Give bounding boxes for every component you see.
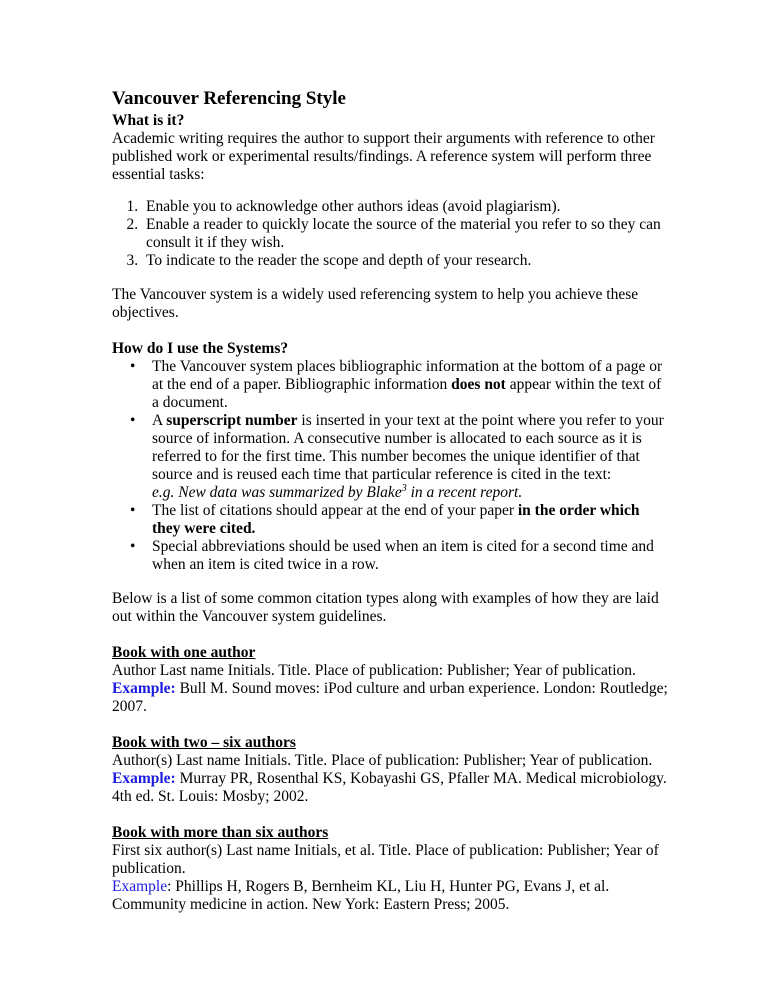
example-label: Example	[112, 878, 168, 895]
bullet-emphasis: superscript number	[166, 412, 298, 429]
example-label: Example:	[112, 680, 176, 697]
bullet-icon: •	[130, 358, 136, 375]
bullet-item	[130, 358, 668, 412]
bullet-text: The list of citations should appear at the end of your paper	[152, 502, 518, 519]
reference-section	[112, 734, 668, 806]
reference-heading: Book with one author	[112, 644, 256, 661]
task-item: 3. To indicate to the reader the scope and depth of your research.	[142, 252, 668, 270]
reference-example	[112, 770, 668, 806]
citation-types-intro: Below is a list of some common citation types along with examples of how they are laid out within the Vancouver system guidelines.	[112, 590, 659, 625]
example-text: Murray PR, Rosenthal KS, Kobayashi GS, Pfaller MA. Medical microbiology. 4th ed. St. Louis: Mosby; 2002.	[112, 770, 667, 805]
citation-example	[152, 484, 522, 501]
document-body	[112, 88, 668, 914]
bullet-icon: •	[130, 502, 136, 519]
what-heading: What is it?	[112, 112, 185, 129]
bullet-item	[130, 412, 668, 502]
task-item: 2. Enable a reader to quickly locate the source of the material you refer to so they can consult it if they wish.	[142, 216, 668, 252]
bullet-text: appear within the text of a document.	[152, 376, 662, 411]
reference-example	[112, 878, 668, 914]
example-label: Example:	[112, 770, 176, 787]
reference-section	[112, 644, 668, 716]
example-text: in a recent report.	[406, 484, 523, 501]
page-title: Vancouver Referencing Style	[112, 88, 346, 109]
reference-heading: Book with two – six authors	[112, 734, 296, 751]
reference-format: Author(s) Last name Initials. Title. Place of publication: Publisher; Year of publication.	[112, 752, 653, 769]
bullet-emphasis: does not	[451, 376, 506, 393]
example-text: Bull M. Sound moves: iPod culture and urban experience. London: Routledge; 2007.	[112, 680, 668, 715]
bullet-text: A	[152, 412, 167, 429]
superscript-number: 3	[401, 482, 407, 494]
what-intro: Academic writing requires the author to support their arguments with reference to other published work or experimental results/findings. A reference system will perform three essential tasks:	[112, 130, 655, 183]
reference-heading: Book with more than six authors	[112, 824, 329, 841]
bullet-text: The Vancouver system places bibliographic information at the bottom of a page or at the end of a paper. Bibliographic information	[152, 358, 663, 393]
reference-section	[112, 824, 668, 914]
reference-format: First six author(s) Last name Initials, et al. Title. Place of publication: Publisher; Year of publication.	[112, 842, 659, 877]
bullet-text: Special abbreviations should be used when an item is cited for a second time and when an item is cited twice in a row.	[152, 538, 654, 573]
bullet-icon: •	[130, 538, 136, 555]
task-item: 1. Enable you to acknowledge other authors ideas (avoid plagiarism).	[142, 198, 668, 216]
how-bullets	[112, 358, 668, 574]
bullet-text: is inserted in your text at the point where you refer to your source of information. A consecutive number is allocated to each source as it is referred to for the first time. This number becomes the unique identifier of that source and is reused each time that particular reference is cited in the text:	[152, 412, 664, 483]
reference-example	[112, 680, 668, 716]
how-heading: How do I use the Systems?	[112, 340, 289, 357]
reference-format: Author Last name Initials. Title. Place of publication: Publisher; Year of publication.	[112, 662, 636, 679]
what-summary: The Vancouver system is a widely used referencing system to help you achieve these objectives.	[112, 286, 639, 321]
bullet-item	[130, 502, 668, 538]
bullet-icon: •	[130, 412, 136, 429]
bullet-emphasis: in the order which they were cited.	[152, 502, 640, 537]
tasks-list	[112, 198, 668, 270]
example-text: : Phillips H, Rogers B, Bernheim KL, Liu H, Hunter PG, Evans J, et al. Community medicine in action. New York: Eastern Press; 2005.	[112, 878, 610, 913]
example-text: e.g. New data was summarized by Blake	[152, 484, 402, 501]
bullet-item	[130, 538, 668, 574]
